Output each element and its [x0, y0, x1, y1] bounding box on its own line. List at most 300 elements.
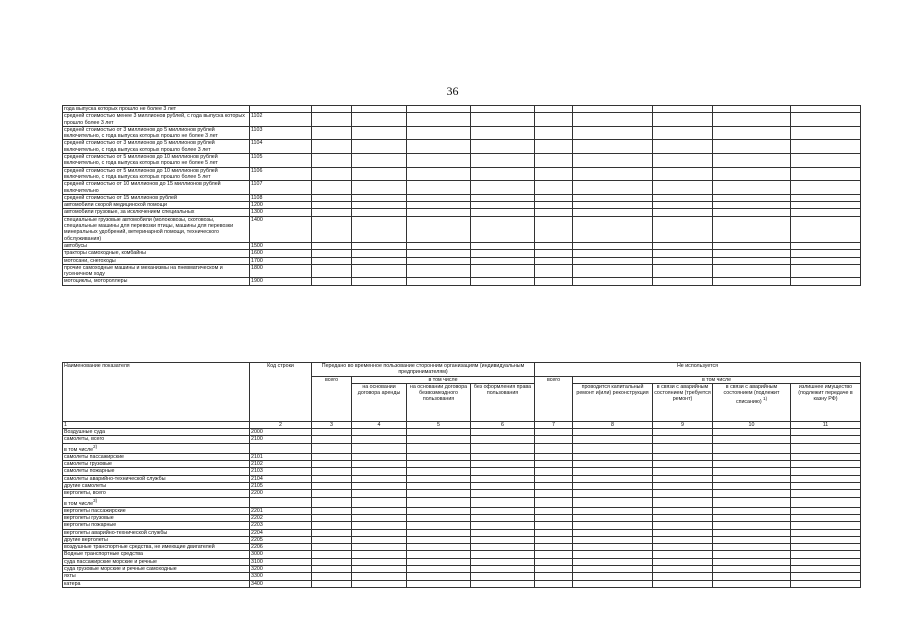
empty-cell [713, 522, 791, 529]
empty-cell [573, 278, 653, 285]
empty-cell [791, 468, 861, 475]
empty-cell [471, 154, 535, 168]
table-row [63, 126, 861, 140]
empty-cell [653, 264, 713, 278]
table-row [63, 551, 861, 558]
table-row [63, 167, 861, 181]
empty-cell [407, 529, 471, 536]
row-name: самолеты пассажирские [63, 453, 250, 460]
empty-cell [312, 194, 352, 201]
empty-cell [471, 497, 535, 507]
empty-cell [352, 264, 407, 278]
empty-cell [312, 529, 352, 536]
empty-cell [791, 497, 861, 507]
empty-cell [471, 573, 535, 580]
empty-cell [535, 551, 573, 558]
empty-cell [713, 194, 791, 201]
empty-cell [352, 536, 407, 543]
empty-cell [573, 264, 653, 278]
table-row [63, 483, 861, 490]
row-code: 3100 [250, 558, 312, 565]
empty-cell [791, 216, 861, 242]
table-row [63, 573, 861, 580]
row-code: 1400 [250, 216, 312, 242]
row-name: мотосани, снегоходы [63, 257, 250, 264]
empty-cell [653, 566, 713, 573]
empty-cell [653, 443, 713, 453]
empty-cell [471, 113, 535, 127]
row-name: воздушные транспортные средства, не имеющие двигателей [63, 544, 250, 551]
empty-cell [535, 514, 573, 521]
row-name: катера [63, 580, 250, 587]
empty-cell [713, 544, 791, 551]
empty-cell [713, 461, 791, 468]
empty-cell [312, 436, 352, 443]
empty-cell [312, 558, 352, 565]
empty-cell [535, 126, 573, 140]
empty-cell [573, 154, 653, 168]
empty-cell [407, 483, 471, 490]
empty-cell [791, 242, 861, 249]
row-code: 2101 [250, 453, 312, 460]
empty-cell [471, 529, 535, 536]
column-number: 8 [573, 421, 653, 428]
empty-cell [713, 167, 791, 181]
table-row [63, 140, 861, 154]
empty-cell [407, 461, 471, 468]
empty-cell [471, 551, 535, 558]
empty-cell [471, 242, 535, 249]
empty-cell [312, 580, 352, 587]
row-name: автобусы [63, 242, 250, 249]
table-row [63, 497, 861, 507]
empty-cell [312, 490, 352, 497]
empty-cell [312, 551, 352, 558]
empty-cell [352, 113, 407, 127]
empty-cell [352, 140, 407, 154]
empty-cell [407, 154, 471, 168]
empty-cell [312, 483, 352, 490]
empty-cell [471, 257, 535, 264]
empty-cell [653, 453, 713, 460]
row-name: мотоциклы, мотороллеры [63, 278, 250, 285]
table-row [63, 250, 861, 257]
empty-cell [713, 202, 791, 209]
row-name: вертолеты пассажирские [63, 507, 250, 514]
empty-cell [713, 113, 791, 127]
row-code: 2200 [250, 490, 312, 497]
table-row [63, 475, 861, 482]
empty-cell [312, 167, 352, 181]
empty-cell [352, 529, 407, 536]
empty-cell [535, 257, 573, 264]
empty-cell [573, 194, 653, 201]
row-name: суда грузовые морские и речные самоходные [63, 566, 250, 573]
empty-cell [312, 536, 352, 543]
empty-cell [471, 436, 535, 443]
empty-cell [653, 529, 713, 536]
empty-cell [713, 216, 791, 242]
empty-cell [713, 443, 791, 453]
empty-cell [535, 167, 573, 181]
empty-cell [653, 181, 713, 195]
empty-cell [653, 497, 713, 507]
empty-cell [352, 558, 407, 565]
empty-cell [653, 250, 713, 257]
empty-cell [535, 194, 573, 201]
empty-cell [407, 106, 471, 113]
empty-cell [653, 167, 713, 181]
empty-cell [407, 522, 471, 529]
empty-cell [471, 558, 535, 565]
header-total: всего [312, 376, 352, 421]
empty-cell [471, 483, 535, 490]
row-name: тракторы самоходные, комбайны [63, 250, 250, 257]
table-row [63, 536, 861, 543]
table-row [63, 181, 861, 195]
empty-cell [573, 514, 653, 521]
row-code: 1200 [250, 202, 312, 209]
empty-cell [352, 209, 407, 216]
empty-cell [713, 558, 791, 565]
empty-cell [791, 264, 861, 278]
row-code: 1800 [250, 264, 312, 278]
empty-cell [407, 429, 471, 436]
row-name: средней стоимостью от 15 миллионов рублей [63, 194, 250, 201]
empty-cell [573, 468, 653, 475]
row-name: самолеты, всего [63, 436, 250, 443]
empty-cell [535, 468, 573, 475]
table-row [63, 544, 861, 551]
empty-cell [653, 544, 713, 551]
table-row [63, 264, 861, 278]
empty-cell [573, 573, 653, 580]
empty-cell [312, 497, 352, 507]
empty-cell [791, 209, 861, 216]
row-name: вертолеты пожарные [63, 522, 250, 529]
empty-cell [573, 580, 653, 587]
empty-cell [535, 216, 573, 242]
empty-cell [407, 475, 471, 482]
row-code: 2206 [250, 544, 312, 551]
empty-cell [471, 264, 535, 278]
empty-cell [312, 522, 352, 529]
column-number: 10 [713, 421, 791, 428]
empty-cell [312, 461, 352, 468]
empty-cell [352, 436, 407, 443]
empty-cell [352, 443, 407, 453]
empty-cell [573, 436, 653, 443]
empty-cell [573, 558, 653, 565]
empty-cell [352, 580, 407, 587]
empty-cell [535, 536, 573, 543]
empty-cell [312, 573, 352, 580]
empty-cell [713, 278, 791, 285]
row-code: 1104 [250, 140, 312, 154]
empty-cell [791, 580, 861, 587]
empty-cell [407, 497, 471, 507]
footnote-marker: 3) [93, 497, 98, 503]
row-code: 2103 [250, 468, 312, 475]
table-row [63, 257, 861, 264]
empty-cell [471, 194, 535, 201]
header-rent: на основании договора аренды [352, 383, 407, 421]
empty-cell [407, 278, 471, 285]
header-emergency-repair: в связи с аварийным состоянием (требуется ремонт) [653, 383, 713, 421]
table-row [63, 106, 861, 113]
empty-cell [535, 497, 573, 507]
row-code: 3000 [250, 551, 312, 558]
row-name: средней стоимостью менее 3 миллионов рублей, с года выпуска которых прошло более 3 лет [63, 113, 250, 127]
empty-cell [407, 558, 471, 565]
empty-cell [713, 250, 791, 257]
empty-cell [471, 536, 535, 543]
row-name: вертолеты, всего [63, 490, 250, 497]
empty-cell [407, 167, 471, 181]
empty-cell [791, 278, 861, 285]
row-name: года выпуска которых прошло не более 3 лет [63, 106, 250, 113]
empty-cell [471, 209, 535, 216]
empty-cell [312, 106, 352, 113]
row-name: самолеты аварийно-технической службы [63, 475, 250, 482]
table-row [63, 580, 861, 587]
empty-cell [791, 167, 861, 181]
table-row [63, 490, 861, 497]
empty-cell [573, 522, 653, 529]
empty-cell [407, 113, 471, 127]
empty-cell [573, 497, 653, 507]
row-name: вертолеты аварийно-технической службы [63, 529, 250, 536]
empty-cell [407, 514, 471, 521]
row-name: специальные грузовые автомобили (молоковозы, скотовозы, специальные машины для перевозки птицы, машины для перевозки минеральных удобрений, ветеринарной помощи, технического обслуживания) [63, 216, 250, 242]
empty-cell [573, 490, 653, 497]
row-code [250, 497, 312, 507]
empty-cell [312, 202, 352, 209]
empty-cell [573, 461, 653, 468]
table-row [63, 194, 861, 201]
row-code: 3400 [250, 580, 312, 587]
row-code [250, 443, 312, 453]
empty-cell [653, 194, 713, 201]
row-code: 1700 [250, 257, 312, 264]
empty-cell [573, 209, 653, 216]
row-code: 2202 [250, 514, 312, 521]
empty-cell [407, 443, 471, 453]
empty-cell [791, 194, 861, 201]
empty-cell [471, 475, 535, 482]
row-code: 1103 [250, 126, 312, 140]
empty-cell [791, 181, 861, 195]
header-total-2: всего [535, 376, 573, 421]
row-code: 2100 [250, 436, 312, 443]
empty-cell [352, 544, 407, 551]
empty-cell [352, 154, 407, 168]
empty-cell [791, 453, 861, 460]
empty-cell [653, 514, 713, 521]
empty-cell [713, 483, 791, 490]
table-row [63, 242, 861, 249]
empty-cell [352, 278, 407, 285]
empty-cell [312, 242, 352, 249]
column-numbers-row [63, 421, 861, 428]
empty-cell [312, 544, 352, 551]
header-emergency-writeoff-text: в связи с аварийным состоянием (подлежит списанию) [723, 383, 780, 406]
table-row [63, 202, 861, 209]
empty-cell [407, 264, 471, 278]
header-name: Наименование показателя [63, 363, 250, 422]
column-number: 5 [407, 421, 471, 428]
row-name: Водные транспортные средства [63, 551, 250, 558]
empty-cell [535, 443, 573, 453]
empty-cell [535, 558, 573, 565]
row-name: средней стоимостью от 5 миллионов до 10 миллионов рублей включительно, с года выпуска которых прошло не более 5 лет [63, 154, 250, 168]
empty-cell [352, 522, 407, 529]
empty-cell [535, 483, 573, 490]
empty-cell [352, 202, 407, 209]
empty-cell [535, 507, 573, 514]
empty-cell [535, 181, 573, 195]
empty-cell [573, 106, 653, 113]
empty-cell [471, 490, 535, 497]
empty-cell [352, 250, 407, 257]
empty-cell [653, 461, 713, 468]
empty-cell [653, 436, 713, 443]
row-name: другие вертолеты [63, 536, 250, 543]
empty-cell [312, 453, 352, 460]
empty-cell [407, 126, 471, 140]
empty-cell [791, 536, 861, 543]
empty-cell [407, 257, 471, 264]
empty-cell [407, 250, 471, 257]
empty-cell [653, 154, 713, 168]
vehicles-table-continued [62, 105, 861, 286]
empty-cell [352, 126, 407, 140]
empty-cell [713, 507, 791, 514]
empty-cell [573, 536, 653, 543]
empty-cell [713, 490, 791, 497]
empty-cell [713, 468, 791, 475]
row-code: 2201 [250, 507, 312, 514]
empty-cell [535, 490, 573, 497]
row-name: Воздушные суда [63, 429, 250, 436]
empty-cell [573, 113, 653, 127]
empty-cell [791, 429, 861, 436]
table-row [63, 443, 861, 453]
empty-cell [312, 154, 352, 168]
empty-cell [471, 453, 535, 460]
table-row [63, 453, 861, 460]
empty-cell [352, 257, 407, 264]
empty-cell [535, 278, 573, 285]
header-including-2: в том числе [573, 376, 861, 383]
empty-cell [312, 566, 352, 573]
empty-cell [407, 566, 471, 573]
empty-cell [791, 573, 861, 580]
empty-cell [407, 209, 471, 216]
table-row [63, 514, 861, 521]
empty-cell [312, 257, 352, 264]
empty-cell [573, 443, 653, 453]
header-including: в том числе [352, 376, 535, 383]
header-to-state: излишнее имущество (подлежит передаче в казну РФ) [791, 383, 861, 421]
empty-cell [713, 209, 791, 216]
empty-cell [352, 181, 407, 195]
row-name: средней стоимостью от 3 миллионов до 5 миллионов рублей включительно, с года выпуска которых прошло не более 3 лет [63, 126, 250, 140]
empty-cell [573, 242, 653, 249]
table-row [63, 113, 861, 127]
empty-cell [573, 202, 653, 209]
empty-cell [653, 507, 713, 514]
empty-cell [653, 483, 713, 490]
empty-cell [407, 544, 471, 551]
header-emergency-writeoff [713, 383, 791, 421]
empty-cell [471, 468, 535, 475]
header-free-use: на основании договора безвозмездного пользования [407, 383, 471, 421]
row-name: средней стоимостью от 10 миллионов до 15 миллионов рублей включительно [63, 181, 250, 195]
row-code [250, 106, 312, 113]
empty-cell [471, 514, 535, 521]
row-code: 2205 [250, 536, 312, 543]
empty-cell [573, 529, 653, 536]
empty-cell [407, 453, 471, 460]
row-name: суда пассажирские морские и речные [63, 558, 250, 565]
header-row-1 [63, 363, 861, 377]
empty-cell [653, 140, 713, 154]
empty-cell [653, 580, 713, 587]
empty-cell [352, 167, 407, 181]
empty-cell [713, 551, 791, 558]
empty-cell [407, 216, 471, 242]
empty-cell [535, 436, 573, 443]
empty-cell [791, 113, 861, 127]
empty-cell [653, 551, 713, 558]
aircraft-watercraft-table [62, 362, 861, 588]
header-repair: проводится капитальный ремонт и(или) реконструкция [573, 383, 653, 421]
empty-cell [573, 551, 653, 558]
row-code: 1500 [250, 242, 312, 249]
table-row [63, 522, 861, 529]
column-number: 3 [312, 421, 352, 428]
column-number: 1 [63, 421, 250, 428]
empty-cell [653, 216, 713, 242]
empty-cell [713, 126, 791, 140]
empty-cell [791, 140, 861, 154]
empty-cell [573, 483, 653, 490]
empty-cell [312, 278, 352, 285]
empty-cell [535, 202, 573, 209]
table-row [63, 507, 861, 514]
empty-cell [471, 181, 535, 195]
row-code: 1105 [250, 154, 312, 168]
empty-cell [573, 250, 653, 257]
row-code: 2203 [250, 522, 312, 529]
row-code: 2104 [250, 475, 312, 482]
row-name: яхты [63, 573, 250, 580]
row-code: 1900 [250, 278, 312, 285]
empty-cell [653, 278, 713, 285]
empty-cell [713, 453, 791, 460]
empty-cell [535, 140, 573, 154]
empty-cell [653, 558, 713, 565]
empty-cell [653, 573, 713, 580]
empty-cell [573, 181, 653, 195]
empty-cell [352, 468, 407, 475]
empty-cell [471, 544, 535, 551]
row-name: автомобили скорой медицинской помощи [63, 202, 250, 209]
empty-cell [653, 490, 713, 497]
row-code: 2204 [250, 529, 312, 536]
empty-cell [352, 475, 407, 482]
